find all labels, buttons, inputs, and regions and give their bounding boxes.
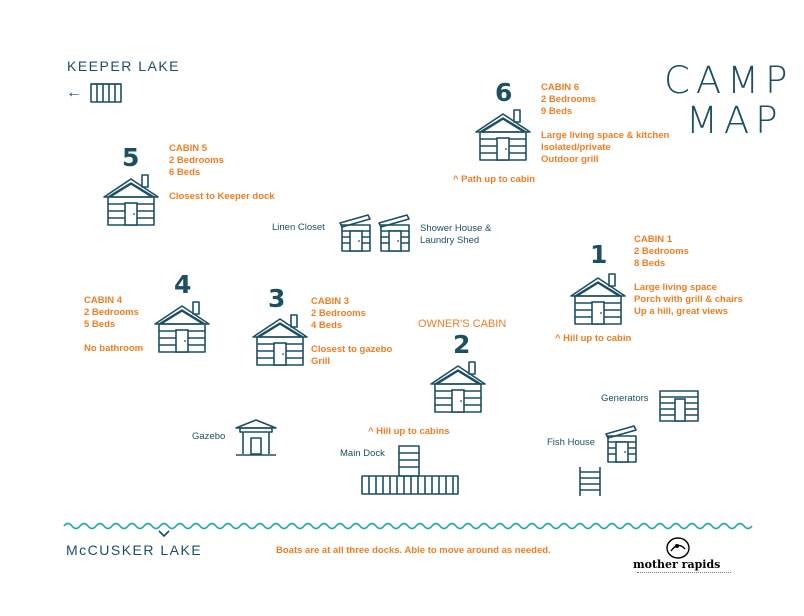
cabin-3-icon[interactable] <box>251 313 309 367</box>
cabin-1-feature-1: Large living space <box>634 282 717 293</box>
map-title-line1: CAMP <box>664 59 794 102</box>
cabin-5-title: CABIN 5 <box>169 143 208 154</box>
cabin-2-hill-note: ^ Hill up to cabins <box>368 426 450 437</box>
cabin-1-hill-note: ^ Hill up to cabin <box>555 333 632 344</box>
cabin-6-feature-3: Outdoor grill <box>541 154 599 165</box>
gazebo-icon[interactable] <box>234 418 278 458</box>
keeper-lake-label: KEEPER LAKE <box>67 58 180 74</box>
cabin-3-info <box>311 296 392 368</box>
cabin-4-title: CABIN 4 <box>84 295 123 306</box>
fish-house-icon[interactable] <box>604 422 644 466</box>
cabin-6-title: CABIN 6 <box>541 82 580 93</box>
cabin-5-icon[interactable] <box>102 173 160 227</box>
cabin-6-info <box>541 82 669 166</box>
cabin-6-path-note: ^ Path up to cabin <box>453 174 536 185</box>
generators-label: Generators <box>601 393 649 404</box>
cabin-1-icon[interactable] <box>569 272 627 326</box>
cabin-6-number: 6 <box>495 78 513 107</box>
cabin-1-feature-3: Up a hill, great views <box>634 306 728 317</box>
cabin-5-info <box>169 143 275 203</box>
cabin-2-icon[interactable] <box>429 360 487 414</box>
cabin-6-icon[interactable] <box>474 108 532 162</box>
cabin-1-number: 1 <box>590 240 608 269</box>
cabin-6-feature-1: Large living space & kitchen <box>541 130 670 141</box>
chevron-down-icon <box>158 530 170 538</box>
cabin-4-number: 4 <box>174 270 192 299</box>
mother-rapids-logo-icon <box>665 537 691 559</box>
cabin-3-number: 3 <box>268 284 286 313</box>
cabin-5-number: 5 <box>122 143 140 172</box>
cabin-4-beds: 5 Beds <box>84 319 116 330</box>
shower-house-label <box>420 223 491 247</box>
cabin-5-bedrooms: 2 Bedrooms <box>169 155 224 166</box>
shower-house-label-line1: Shower House & <box>420 223 492 234</box>
cabin-5-beds: 6 Beds <box>169 167 201 178</box>
main-dock-label: Main Dock <box>340 448 385 459</box>
arrow-left-icon: ← <box>66 84 82 101</box>
cabin-1-feature-2: Porch with grill & chairs <box>634 294 743 305</box>
map-title-line2: MAP <box>686 99 784 142</box>
linen-closet-icon[interactable] <box>338 211 374 253</box>
shower-house-label-line2: Laundry Shed <box>420 235 480 246</box>
boats-note: Boats are at all three docks. Able to move around as needed. <box>276 545 551 556</box>
cabin-1-title: CABIN 1 <box>634 234 673 245</box>
owners-cabin-label: OWNER'S CABIN <box>418 318 507 330</box>
cabin-4-info <box>84 295 143 355</box>
cabin-6-feature-2: Isolated/private <box>541 142 611 153</box>
cabin-1-info <box>634 234 743 318</box>
cabin-3-bedrooms: 2 Bedrooms <box>311 308 366 319</box>
cabin-6-bedrooms: 2 Bedrooms <box>541 94 596 105</box>
main-dock-icon[interactable] <box>361 444 461 498</box>
generators-icon[interactable] <box>659 389 701 423</box>
logo-underline <box>637 572 731 575</box>
shower-house-icon[interactable] <box>377 211 413 253</box>
cabin-5-feature: Closest to Keeper dock <box>169 191 275 202</box>
cabin-4-icon[interactable] <box>153 300 211 354</box>
cabin-1-beds: 8 Beds <box>634 258 666 269</box>
fish-house-dock-icon[interactable] <box>578 466 602 498</box>
cabin-4-bedrooms: 2 Bedrooms <box>84 307 139 318</box>
cabin-3-feature-2: Grill <box>311 356 331 367</box>
cabin-2-number: 2 <box>453 330 471 359</box>
fish-house-label: Fish House <box>547 437 596 448</box>
cabin-3-feature-1: Closest to gazebo <box>311 344 393 355</box>
keeper-dock-icon <box>90 82 122 104</box>
cabin-1-bedrooms: 2 Bedrooms <box>634 246 689 257</box>
mccusker-lake-label: McCUSKER LAKE <box>66 542 203 558</box>
cabin-3-beds: 4 Beds <box>311 320 343 331</box>
linen-closet-label: Linen Closet <box>272 222 325 233</box>
cabin-4-feature: No bathroom <box>84 343 144 354</box>
gazebo-label: Gazebo <box>192 431 226 442</box>
cabin-6-beds: 9 Beds <box>541 106 573 117</box>
cabin-3-title: CABIN 3 <box>311 296 350 307</box>
logo-text: mother rapids <box>633 558 721 571</box>
